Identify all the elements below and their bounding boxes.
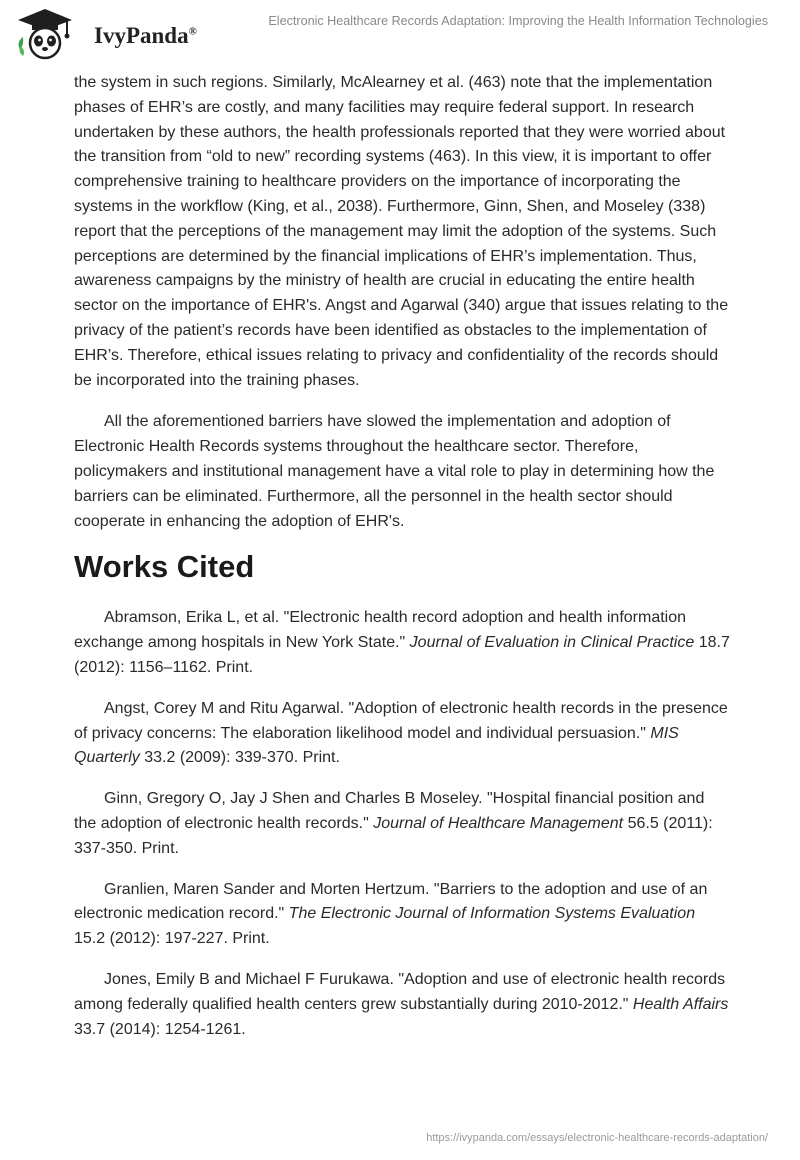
page-header: [0, 0, 800, 70]
journal-title: MIS Quarterly: [74, 724, 679, 767]
body-paragraph: All the aforementioned barriers have slowed the implementation and adoption of Electronic Health Records systems throughout the healthcare sector. Therefore, policymakers and institutional management have a vital role to play in determining how the barriers can be eliminated. Furthermore, all the personnel in the health sector should cooperate in enhancing the adoption of EHR's.: [74, 413, 715, 530]
source-url[interactable]: https://ivypanda.com/essays/electronic-healthcare-records-adaptation/: [426, 1132, 768, 1144]
works-cited-heading: Works Cited: [74, 549, 255, 585]
journal-title: Journal of Healthcare Management: [373, 814, 624, 832]
brand-name: IvyPanda®: [94, 23, 197, 48]
journal-title: Health Affairs: [632, 995, 729, 1013]
reference-entry: Granlien, Maren Sander and Morten Hertzum. "Barriers to the adoption and use of an electronic medication record." The Electronic Journal of Information Systems Evaluation 15.2 (2012): 197-227. Print.: [74, 880, 708, 948]
journal-title: Journal of Evaluation in Clinical Practice: [409, 634, 695, 652]
reference-entry: Jones, Emily B and Michael F Furukawa. "Adoption and use of electronic health records among federally qualified health centers grew substantially during 2010-2012." Health Affairs 33.7 (2014): 1254-1261.: [74, 970, 729, 1038]
body-paragraph: the system in such regions. Similarly, McAlearney et al. (463) note that the implementation phases of EHR’s are costly, and many facilities may require federal support. In research undertaken by these authors, the health professionals reported that they were worried about the transition from “old to new” recording systems (463). In this view, it is important to offer comprehensive training to healthcare providers on the importance of incorporating the systems in the workflow (King, et al., 2038). Furthermore, Ginn, Shen, and Moseley (338) report that the perceptions of the management may limit the adoption of the systems. Such perceptions are determined by the financial implications of EHR’s implementation. Thus, awareness campaigns by the ministry of health are crucial in educating the entire health sector on the importance of EHR's. Angst and Agarwal (340) argue that issues relating to the privacy of the patient’s records have been identified as obstacles to the implementation of EHR’s. Therefore, ethical issues relating to privacy and confidentiality of the records should be incorporated into the training phases.: [74, 74, 729, 389]
reference-entry: Abramson, Erika L, et al. "Electronic health record adoption and health information exchange among hospitals in New York State." Journal of Evaluation in Clinical Practice 18.7 (2012): 1156–1162. Print.: [74, 609, 730, 676]
ivypanda-logo[interactable]: [14, 6, 197, 62]
panda-graduate-icon: [14, 6, 76, 62]
essay-content: [74, 71, 730, 1058]
reference-entry: Ginn, Gregory O, Jay J Shen and Charles B Moseley. "Hospital financial position and the adoption of electronic health records." Journal of Healthcare Management 56.5 (2011): 337-350. Print.: [74, 790, 713, 857]
reference-entry: Angst, Corey M and Ritu Agarwal. "Adoption of electronic health records in the presence of privacy concerns: The elaboration likelihood model and individual persuasion." MIS Quarterly 33.2 (2009): 339-370. Print.: [74, 699, 728, 767]
document-title: Electronic Healthcare Records Adaptation: Improving the Health Information Technologies: [268, 14, 768, 28]
journal-title: The Electronic Journal of Information Systems Evaluation: [288, 905, 696, 923]
